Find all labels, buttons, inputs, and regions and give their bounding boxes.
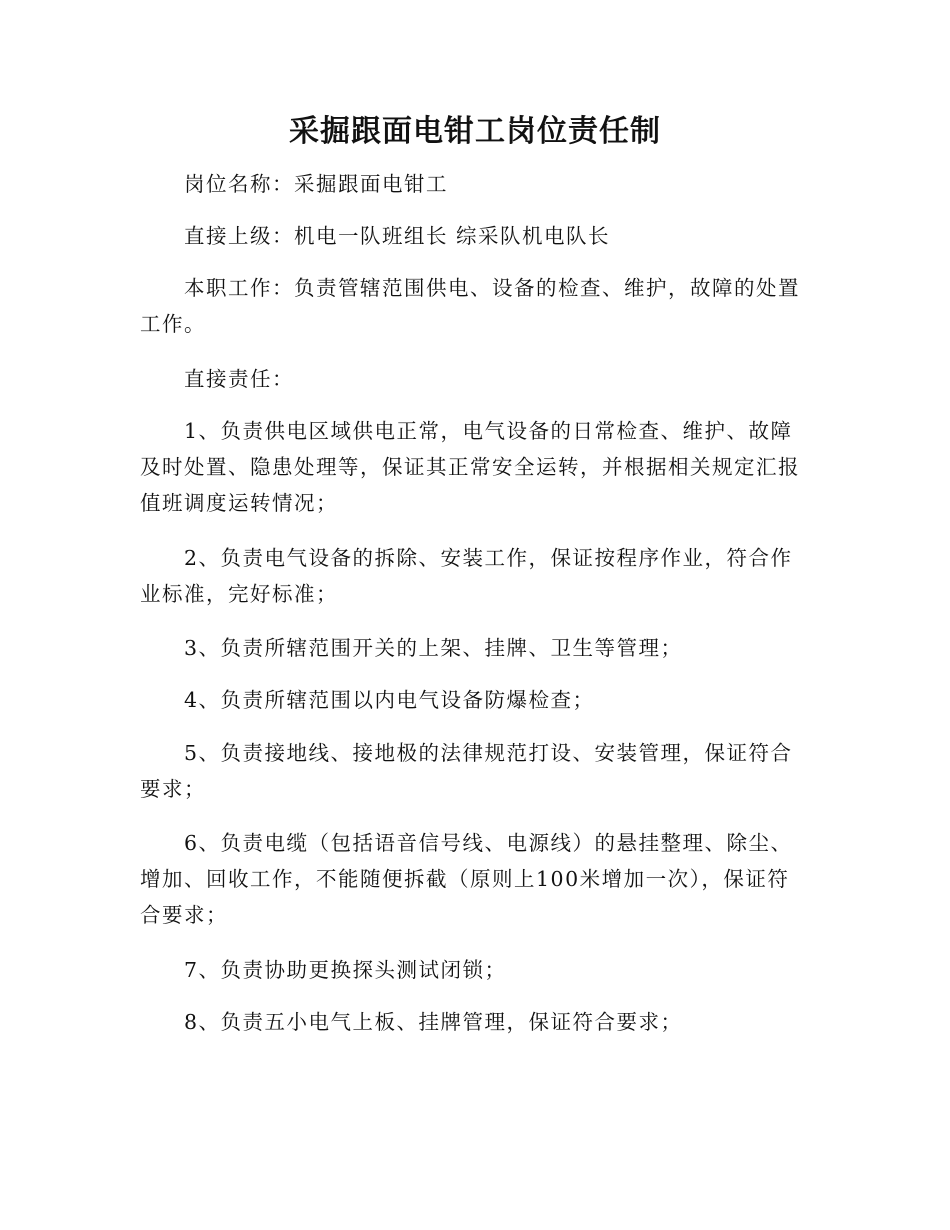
document-title: 采掘跟面电钳工岗位责任制	[289, 114, 661, 149]
paragraph-item-3: 3、负责所辖范围开关的上架、挂牌、卫生等管理；	[184, 636, 683, 660]
paragraph-item-4: 4、负责所辖范围以内电气设备防爆检查；	[184, 688, 595, 712]
paragraph-direct-responsibility: 直接责任：	[184, 367, 294, 391]
paragraph-item-8: 8、负责五小电气上板、挂牌管理，保证符合要求；	[184, 1010, 683, 1034]
paragraph-item-2: 2、负责电气设备的拆除、安装工作，保证按程序作业，符合作业标准，完好标准；	[140, 546, 793, 606]
paragraph-item-1: 1、负责供电区域供电正常，电气设备的日常检查、维护、故障及时处置、隐患处理等，保证其正常安全运转，并根据相关规定汇报值班调度运转情况；	[140, 419, 800, 515]
paragraph-position-name: 岗位名称：采掘跟面电钳工	[184, 172, 448, 196]
paragraph-item-5: 5、负责接地线、接地极的法律规范打设、安装管理，保证符合要求；	[140, 741, 793, 801]
paragraph-main-work: 本职工作：负责管辖范围供电、设备的检查、维护，故障的处置工作。	[140, 276, 800, 336]
paragraph-item-7: 7、负责协助更换探头测试闭锁；	[184, 958, 507, 982]
paragraph-direct-superior: 直接上级：机电一队班组长 综采队机电队长	[184, 224, 611, 248]
paragraph-item-6: 6、负责电缆（包括语音信号线、电源线）的悬挂整理、除尘、增加、回收工作，不能随便拆截（原则上100米增加一次），保证符合要求；	[140, 831, 793, 927]
